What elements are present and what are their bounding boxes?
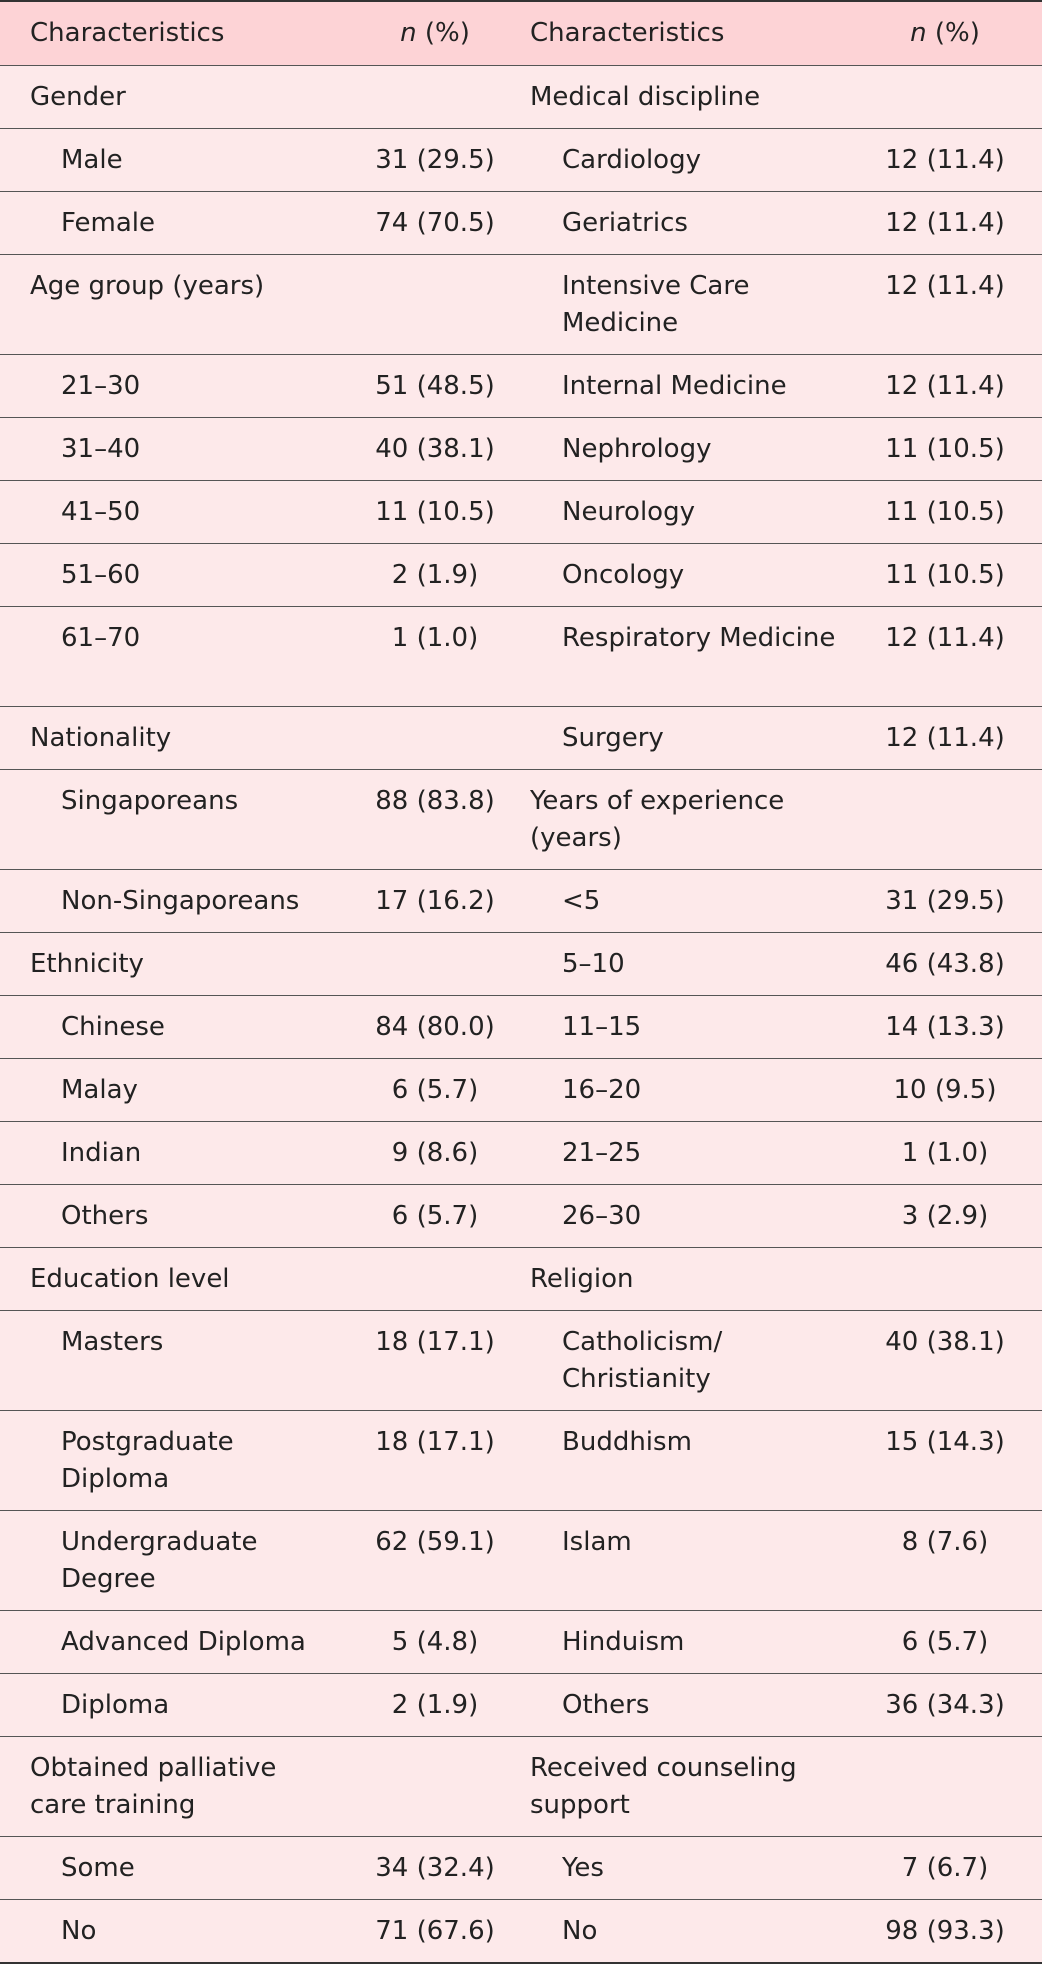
left-characteristic-cell [0, 1511, 340, 1611]
left-characteristic-text: 41–50 [61, 497, 141, 527]
table-row [0, 707, 1042, 770]
left-characteristic-text: Age group (years) [30, 271, 265, 301]
left-value-text: 88 (83.8) [375, 786, 495, 816]
table-row [0, 770, 1042, 870]
right-characteristic-cell [530, 192, 848, 255]
left-value-text [340, 255, 530, 268]
right-value-cell [848, 355, 1042, 418]
right-characteristic-text: Hinduism [562, 1627, 685, 1657]
left-characteristic-text: Advanced Diploma [61, 1627, 306, 1657]
left-value-text [340, 1248, 530, 1261]
right-characteristic-text: No [562, 1916, 598, 1946]
left-value-text: 51 (48.5) [375, 371, 495, 401]
table-body [0, 66, 1042, 1963]
right-value-cell [848, 1185, 1042, 1248]
right-value-cell [848, 418, 1042, 481]
left-value-cell [340, 66, 530, 129]
left-value-text: 31 (29.5) [375, 145, 495, 175]
right-characteristic-cell [530, 1059, 848, 1122]
left-characteristic-cell [0, 1185, 340, 1248]
left-characteristic-text: Singaporeans [61, 786, 239, 816]
right-characteristic-cell [530, 1611, 848, 1674]
left-value-text: 84 (80.0) [375, 1012, 495, 1042]
right-characteristic-text: Intensive Care Medicine [562, 271, 750, 338]
left-value-cell [340, 192, 530, 255]
right-characteristic-text: Buddhism [562, 1427, 692, 1457]
header-n-symbol: n [910, 18, 927, 48]
left-characteristic-text: Diploma [61, 1690, 170, 1720]
left-characteristic-text: Malay [61, 1075, 138, 1105]
header-n-percent-left [340, 2, 530, 66]
right-characteristic-text: 21–25 [562, 1138, 642, 1168]
left-value-cell [340, 255, 530, 355]
right-characteristic-cell [530, 1185, 848, 1248]
table-header [0, 2, 1042, 66]
left-value-cell [340, 933, 530, 996]
left-characteristic-text: Postgraduate Diploma [61, 1427, 234, 1494]
left-characteristic-cell [0, 355, 340, 418]
left-value-cell [340, 1059, 530, 1122]
right-value-cell [848, 870, 1042, 933]
left-characteristic-cell [0, 607, 340, 707]
left-value-text: 71 (67.6) [375, 1916, 495, 1946]
right-value-cell [848, 255, 1042, 355]
table-row [0, 1122, 1042, 1185]
left-characteristic-cell [0, 870, 340, 933]
right-value-cell [848, 1837, 1042, 1900]
right-characteristic-cell [530, 996, 848, 1059]
left-characteristic-cell [0, 544, 340, 607]
right-value-cell [848, 1411, 1042, 1511]
table-row [0, 996, 1042, 1059]
left-value-cell [340, 707, 530, 770]
left-characteristic-text: Some [61, 1853, 135, 1883]
left-value-cell [340, 544, 530, 607]
right-value-cell [848, 707, 1042, 770]
right-value-text: 15 (14.3) [885, 1427, 1005, 1457]
left-characteristic-text: 21–30 [61, 371, 141, 401]
left-value-cell [340, 1737, 530, 1837]
right-value-text: 14 (13.3) [885, 1012, 1005, 1042]
right-value-cell [848, 1674, 1042, 1737]
table-row [0, 1248, 1042, 1311]
left-characteristic-cell [0, 66, 340, 129]
right-value-text: 46 (43.8) [885, 949, 1005, 979]
right-characteristic-text: Neurology [562, 497, 695, 527]
right-value-text: 6 (5.7) [901, 1627, 989, 1657]
right-value-text: 3 (2.9) [901, 1201, 989, 1231]
right-characteristic-cell [530, 481, 848, 544]
left-characteristic-text: Non-Singaporeans [61, 886, 300, 916]
left-value-text: 18 (17.1) [375, 1327, 495, 1357]
left-characteristic-text: 31–40 [61, 434, 141, 464]
right-characteristic-cell [530, 1248, 848, 1311]
right-value-text: 40 (38.1) [885, 1327, 1005, 1357]
right-characteristic-cell [530, 933, 848, 996]
table-row [0, 1511, 1042, 1611]
right-value-cell [848, 1737, 1042, 1837]
left-characteristic-cell [0, 1674, 340, 1737]
left-value-cell [340, 1900, 530, 1963]
right-value-text: 31 (29.5) [885, 886, 1005, 916]
left-value-text: 74 (70.5) [375, 208, 495, 238]
left-characteristic-cell [0, 933, 340, 996]
right-characteristic-text: Catholicism/ Christianity [562, 1327, 723, 1394]
right-value-text: 8 (7.6) [901, 1527, 989, 1557]
demographics-table [0, 2, 1042, 1962]
left-characteristic-text: Education level [30, 1264, 230, 1294]
left-value-text: 40 (38.1) [375, 434, 495, 464]
right-value-text: 12 (11.4) [885, 723, 1005, 753]
left-characteristic-cell [0, 707, 340, 770]
table-row [0, 933, 1042, 996]
right-value-text: 10 (9.5) [893, 1075, 997, 1105]
header-percent-symbol: (%) [416, 18, 470, 48]
left-characteristic-cell [0, 192, 340, 255]
left-value-text [340, 933, 530, 946]
left-characteristic-cell [0, 1737, 340, 1837]
left-value-cell [340, 870, 530, 933]
left-value-cell [340, 1611, 530, 1674]
left-value-text: 34 (32.4) [375, 1853, 495, 1883]
left-characteristic-cell [0, 1411, 340, 1511]
table-row [0, 1185, 1042, 1248]
header-n-percent-right [848, 2, 1042, 66]
right-characteristic-text: Yes [562, 1853, 604, 1883]
right-characteristic-cell [530, 1411, 848, 1511]
right-characteristic-cell [530, 255, 848, 355]
left-value-text [340, 1737, 530, 1750]
table-row [0, 481, 1042, 544]
right-value-text: 12 (11.4) [885, 271, 1005, 301]
left-characteristic-text: 51–60 [61, 560, 141, 590]
left-value-cell [340, 1185, 530, 1248]
table-row [0, 1059, 1042, 1122]
left-value-text: 11 (10.5) [375, 497, 495, 527]
right-characteristic-cell [530, 1737, 848, 1837]
right-characteristic-text: Internal Medicine [562, 371, 787, 401]
right-value-text: 12 (11.4) [885, 623, 1005, 653]
left-characteristic-cell [0, 1311, 340, 1411]
left-characteristic-cell [0, 481, 340, 544]
right-value-text [848, 1248, 1042, 1261]
right-value-text: 11 (10.5) [885, 560, 1005, 590]
right-characteristic-text: Years of experience (years) [530, 786, 785, 853]
right-value-text [848, 1737, 1042, 1750]
right-value-cell [848, 1248, 1042, 1311]
left-value-text: 2 (1.9) [391, 1690, 479, 1720]
table-row [0, 544, 1042, 607]
right-value-cell [848, 1611, 1042, 1674]
left-characteristic-text: Gender [30, 82, 126, 112]
left-value-text [340, 66, 530, 79]
right-characteristic-text: Religion [530, 1264, 634, 1294]
right-characteristic-text: Medical discipline [530, 82, 761, 112]
left-characteristic-text: Chinese [61, 1012, 165, 1042]
left-value-cell [340, 1674, 530, 1737]
right-value-cell [848, 1059, 1042, 1122]
right-characteristic-cell [530, 1674, 848, 1737]
table-row [0, 1311, 1042, 1411]
right-value-cell [848, 996, 1042, 1059]
right-characteristic-cell [530, 1122, 848, 1185]
right-characteristic-cell [530, 129, 848, 192]
table-row [0, 66, 1042, 129]
right-characteristic-text: Received counseling support [530, 1753, 797, 1820]
left-characteristic-cell [0, 1059, 340, 1122]
header-percent-symbol: (%) [926, 18, 980, 48]
left-characteristic-text: Masters [61, 1327, 164, 1357]
left-value-text: 1 (1.0) [391, 623, 479, 653]
left-value-cell [340, 1511, 530, 1611]
right-characteristic-text: Others [562, 1690, 650, 1720]
right-characteristic-text: Nephrology [562, 434, 712, 464]
right-characteristic-cell [530, 770, 848, 870]
right-value-cell [848, 544, 1042, 607]
left-value-text: 6 (5.7) [391, 1075, 479, 1105]
table-row [0, 418, 1042, 481]
left-characteristic-cell [0, 1611, 340, 1674]
right-value-text: 11 (10.5) [885, 434, 1005, 464]
table-row [0, 1900, 1042, 1963]
left-value-text: 2 (1.9) [391, 560, 479, 590]
table-row [0, 870, 1042, 933]
header-n-symbol: n [400, 18, 417, 48]
table-row [0, 1411, 1042, 1511]
right-characteristic-text: 5–10 [562, 949, 625, 979]
left-value-text: 18 (17.1) [375, 1427, 495, 1457]
right-value-text [848, 770, 1042, 783]
right-characteristic-cell [530, 1837, 848, 1900]
left-characteristic-cell [0, 418, 340, 481]
left-characteristic-text: Ethnicity [30, 949, 144, 979]
table-row [0, 1611, 1042, 1674]
right-characteristic-text: 16–20 [562, 1075, 642, 1105]
left-value-cell [340, 1837, 530, 1900]
table-row [0, 255, 1042, 355]
left-characteristic-cell [0, 129, 340, 192]
right-value-text: 12 (11.4) [885, 371, 1005, 401]
left-value-cell [340, 607, 530, 707]
right-value-text: 12 (11.4) [885, 145, 1005, 175]
right-characteristic-text: 26–30 [562, 1201, 642, 1231]
table-row [0, 1674, 1042, 1737]
left-value-cell [340, 418, 530, 481]
right-value-text: 12 (11.4) [885, 208, 1005, 238]
right-value-text: 7 (6.7) [901, 1853, 989, 1883]
right-value-cell [848, 481, 1042, 544]
left-characteristic-text: 61–70 [61, 623, 141, 653]
left-characteristic-text: Obtained palliative care training [30, 1753, 277, 1820]
table-row [0, 355, 1042, 418]
left-characteristic-cell [0, 1248, 340, 1311]
right-value-text: 11 (10.5) [885, 497, 1005, 527]
right-characteristic-cell [530, 1900, 848, 1963]
right-value-text: 1 (1.0) [901, 1138, 989, 1168]
left-characteristic-cell [0, 996, 340, 1059]
right-characteristic-text: Cardiology [562, 145, 701, 175]
table-row [0, 1737, 1042, 1837]
right-characteristic-text: Islam [562, 1527, 632, 1557]
right-characteristic-cell [530, 707, 848, 770]
right-characteristic-cell [530, 1311, 848, 1411]
table-row [0, 192, 1042, 255]
right-value-cell [848, 66, 1042, 129]
right-characteristic-cell [530, 66, 848, 129]
right-characteristic-text: Oncology [562, 560, 685, 590]
left-value-cell [340, 481, 530, 544]
left-characteristic-text: Indian [61, 1138, 142, 1168]
right-value-text: 98 (93.3) [885, 1916, 1005, 1946]
right-value-cell [848, 1900, 1042, 1963]
right-value-cell [848, 607, 1042, 707]
header-row [0, 2, 1042, 66]
left-value-cell [340, 770, 530, 870]
right-characteristic-text: Surgery [562, 723, 664, 753]
left-value-text: 9 (8.6) [391, 1138, 479, 1168]
left-value-cell [340, 1311, 530, 1411]
left-characteristic-text: Others [61, 1201, 149, 1231]
left-value-cell [340, 129, 530, 192]
left-value-text: 5 (4.8) [391, 1627, 479, 1657]
header-characteristics-right: Characteristics [530, 2, 848, 66]
table-row [0, 1837, 1042, 1900]
left-value-cell [340, 1248, 530, 1311]
right-characteristic-cell [530, 870, 848, 933]
left-value-text: 62 (59.1) [375, 1527, 495, 1557]
left-characteristic-cell [0, 1837, 340, 1900]
table-row [0, 607, 1042, 707]
right-value-cell [848, 129, 1042, 192]
right-value-text [848, 66, 1042, 79]
right-characteristic-cell [530, 355, 848, 418]
right-value-cell [848, 933, 1042, 996]
right-value-cell [848, 1122, 1042, 1185]
right-value-cell [848, 192, 1042, 255]
right-characteristic-cell [530, 418, 848, 481]
left-value-cell [340, 996, 530, 1059]
left-characteristic-cell [0, 1900, 340, 1963]
left-value-text [340, 707, 530, 720]
left-value-cell [340, 1122, 530, 1185]
right-value-text: 36 (34.3) [885, 1690, 1005, 1720]
right-characteristic-cell [530, 607, 848, 707]
right-characteristic-text: <5 [562, 886, 601, 916]
right-value-cell [848, 1511, 1042, 1611]
left-value-text: 17 (16.2) [375, 886, 495, 916]
left-characteristic-cell [0, 255, 340, 355]
header-characteristics-left: Characteristics [0, 2, 340, 66]
right-characteristic-text: Geriatrics [562, 208, 688, 238]
right-characteristic-cell [530, 1511, 848, 1611]
left-value-cell [340, 355, 530, 418]
left-characteristic-text: Male [61, 145, 123, 175]
left-characteristic-text: Undergraduate Degree [61, 1527, 258, 1594]
left-value-text: 6 (5.7) [391, 1201, 479, 1231]
left-characteristic-text: Nationality [30, 723, 172, 753]
table-row [0, 129, 1042, 192]
left-characteristic-text: Female [61, 208, 156, 238]
left-value-cell [340, 1411, 530, 1511]
left-characteristic-text: No [61, 1916, 97, 1946]
right-value-cell [848, 770, 1042, 870]
left-characteristic-cell [0, 1122, 340, 1185]
right-value-cell [848, 1311, 1042, 1411]
right-characteristic-text: Respiratory Medicine [562, 623, 836, 653]
left-characteristic-cell [0, 770, 340, 870]
right-characteristic-cell [530, 544, 848, 607]
right-characteristic-text: 11–15 [562, 1012, 642, 1042]
